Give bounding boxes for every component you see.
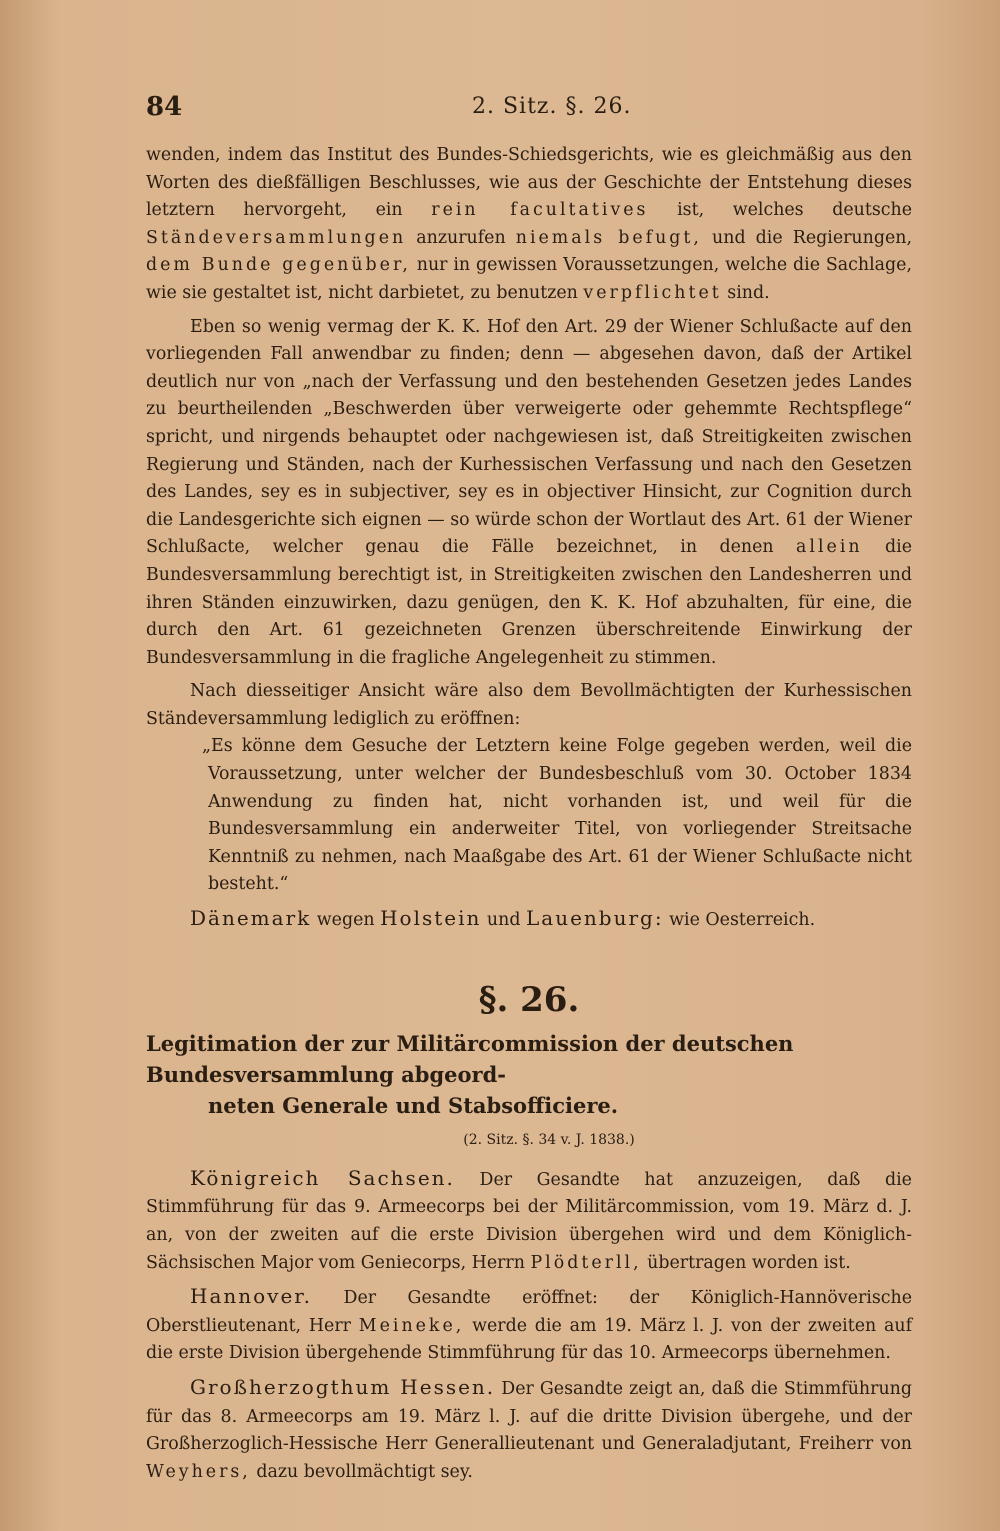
- person-name: Plödterll,: [530, 1252, 642, 1273]
- text-run: und: [481, 910, 526, 931]
- emphasis: Ständeversammlungen: [146, 227, 407, 248]
- person-name: Weyhers,: [146, 1461, 251, 1482]
- emphasis: verpflichtet: [583, 282, 722, 303]
- section-title-line: neten Generale und Stabsofficiere.: [208, 1093, 619, 1119]
- text-run: ist, welches deutsche: [648, 200, 912, 221]
- paragraph-1: [146, 142, 912, 308]
- page-number: 84: [146, 92, 183, 122]
- section-title-line: Legitimation der zur Militärcommission der deutschen Bundesversammlung abgeord-: [146, 1031, 794, 1088]
- text-run: übertragen worden ist.: [641, 1252, 851, 1273]
- text-run: werde die am 19. März l. J. von der zweiten auf die erste Division übergehende Stimmführung für das 10. Armeecorps übernehmen.: [146, 1315, 913, 1364]
- state-name: Lauenburg:: [526, 906, 664, 931]
- text-run: Der Gesandte eröffnet: der Königlich-Hannöverische Oberstlieutenant, Herr: [146, 1288, 912, 1336]
- section-title: [146, 1028, 912, 1121]
- text-run: anzurufen: [406, 227, 516, 248]
- state-name: Holstein: [380, 906, 482, 931]
- state-name: Großherzogthum Hessen.: [190, 1374, 496, 1399]
- quoted-decision: „Es könne dem Gesuche der Letztern keine Folge gegeben werden, weil die Voraussetzung, unter welcher der Bundesbeschluß vom 30. October 1834 Anwendung zu finden hat, nicht vorhanden ist, und weil für die Bundesversammlung ein anderweiter Titel, von vorliegender Streitsache Kenntniß zu nehmen, nach Maaßgabe des Art. 61 der Wiener Schlußacte nicht besteht.“: [202, 736, 912, 895]
- page-header: [146, 92, 912, 132]
- text-run: Der Gesandte zeigt an, daß die Stimmführung für das 8. Armeecorps am 19. März l. J. auf die dritte Division übergehe, und der Großherzoglich-Hessische Herr Generallieutenant und Generaladjutant, Freiherr von: [146, 1378, 912, 1455]
- section-number: §. 26.: [478, 979, 580, 1020]
- body-text: [146, 142, 912, 1486]
- denmark-vote: [146, 905, 912, 935]
- text-run: Eben so wenig vermag der K. K. Hof den Art. 29 der Wiener Schlußacte auf den vorliegenden Fall anwendbar zu finden; denn — abgesehen davon, daß der Artikel deutlich nur von „nach der Verfassung und den bestehenden Gesetzen jedes Landes zu beurtheilenden „Beschwerden über verweigerte oder gehemmte Rechtspflege“ spricht, und nirgends behauptet oder nachgewiesen ist, daß Streitigkeiten zwischen Regierung und Ständen, nach der Kurhessischen Verfassung und nach den Gesetzen des Landes, sey es in subjectiver, sey es in objectiver Hinsicht, zur Cognition durch die Landesgerichte sich eignen — so würde schon der Wortlaut des Art. 61 der Wiener Schlußacte, welcher genau die Fälle bezeichnet, in denen: [146, 316, 912, 558]
- paragraph-3: Nach diesseitiger Ansicht wäre also dem Bevollmächtigten der Kurhessischen Ständeversammlung lediglich zu eröffnen:: [146, 681, 912, 729]
- saxony-vote: [146, 1165, 912, 1277]
- text-run: und die Regierungen,: [701, 227, 912, 248]
- person-name: Meineke,: [358, 1315, 465, 1336]
- text-run: Der Gesandte hat anzuzeigen, daß die Stimmführung für das 9. Armeecorps bei der Militärcommission, vom 19. März d. J. an, von der zweiten auf die erste Division übergehen wird und dem Königlich-Sächsischen Major vom Geniecorps, Herrn: [146, 1169, 912, 1273]
- emphasis: dem Bunde gegenüber,: [146, 255, 411, 276]
- text-run: die Bundesversammlung berechtigt ist, in Streitigkeiten zwischen den Landesherren und ihren Ständen einzuwirken, dazu genügen, den K. K. Hof abzuhalten, für eine, die durch den Art. 61 gezeichneten Grenzen überschreitende Einwirkung der Bundesversammlung in die fragliche Angelegenheit zu stimmen.: [146, 537, 912, 668]
- hesse-vote: [146, 1374, 912, 1486]
- running-head: 2. Sitz. §. 26.: [472, 94, 632, 119]
- text-run: wenden, indem das Institut des Bundes-Schiedsgerichts, wie es gleichmäßig aus den Worten des dießfälligen Beschlusses, wie aus der Geschichte der Entstehung dieses letztern hervorgeht, ein: [146, 145, 912, 221]
- text-run: wie Oesterreich.: [663, 910, 816, 931]
- text-run: dazu bevollmächtigt sey.: [250, 1461, 473, 1482]
- state-name: Hannover.: [190, 1284, 313, 1309]
- emphasis: allein: [796, 537, 863, 558]
- state-name: Königreich Sachsen.: [190, 1165, 455, 1190]
- emphasis: niemals befugt,: [515, 227, 702, 248]
- paragraph-2: [146, 314, 912, 673]
- text-run: wegen: [311, 910, 381, 931]
- text-run: nur in gewissen Voraussetzungen, welche die Sachlage, wie sie gestaltet ist, nicht darbietet, zu benutzen: [146, 255, 912, 303]
- emphasis: rein facultatives: [431, 200, 649, 221]
- state-name: Dänemark: [190, 906, 312, 931]
- hanover-vote: [146, 1283, 912, 1368]
- text-run: sind.: [721, 282, 770, 303]
- section-citation: (2. Sitz. §. 34 v. J. 1838.): [463, 1132, 635, 1149]
